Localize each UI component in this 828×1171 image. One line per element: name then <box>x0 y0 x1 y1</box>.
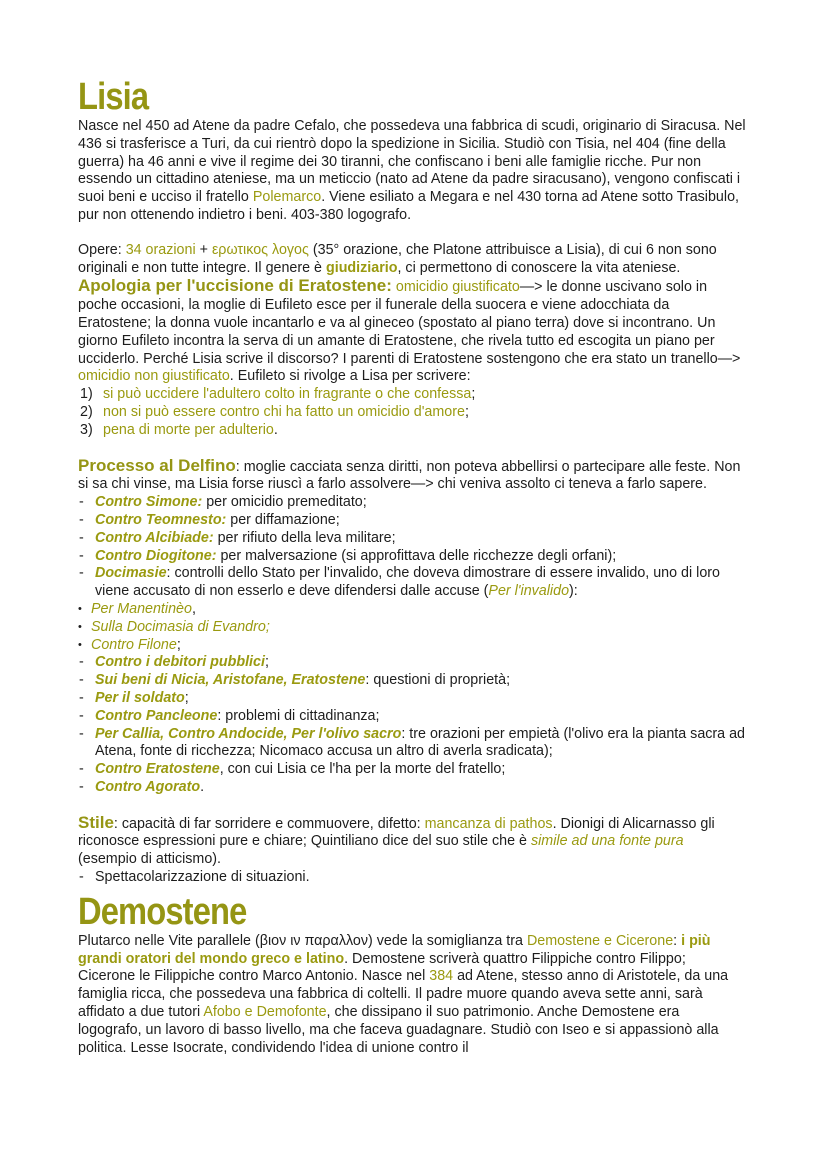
orazioni-highlight: 34 orazioni <box>125 241 196 258</box>
list-item: - Docimasie: controlli dello Stato per l'invalido, che doveva dimostrare di essere invalido, uno di loro viene accusato di non esserlo e deve difendersi dalle accuse (Per l'invalido): <box>78 565 746 601</box>
list-item: 3) pena di morte per adulterio. <box>80 421 278 438</box>
apologia-points <box>78 386 746 439</box>
list-item: • Sulla Docimasia di Evandro; <box>78 619 746 637</box>
demostene-intro: Plutarco nelle Vite parallele (βιον ιν παραλλον) vede la somiglianza tra Demostene e Cicerone: i più grandi oratori del mondo greco e latino. Demostene scriverà quattro Filippiche contro Filippo; Cicerone le Filippiche contro Marco Antonio. Nasce nel 384 ad Atene, stesso anno di Aristotele, da una famiglia ricca, che possedeva una fabbrica di coltelli. Il padre muore quando aveva sette anni, sarà affidato a due tutori Afobo e Demofonte, che dissipano il suo patrimonio. Anche Demostene era logografo, un lavoro di basso livello, ma che faceva guadagnare. Studiò con Iseo e si appassionò alla politica. Lesse Isocrate, condividendo l'idea di unione contro il <box>78 932 729 1056</box>
orazioni-list-continued <box>78 654 746 796</box>
lisia-title: Lisia <box>78 76 149 118</box>
list-item: - Contro Agorato. <box>78 779 746 797</box>
orazioni-list <box>78 494 746 601</box>
list-item: - Contro Teomnesto: per diffamazione; <box>78 512 746 530</box>
list-item: • Contro Filone; <box>78 637 746 655</box>
list-item: - Spettacolarizzazione di situazioni. <box>78 869 746 887</box>
stile-heading: Stile <box>78 812 114 832</box>
apologia-paragraph: Apologia per l'uccisione di Eratostene: omicidio giustificato—> le donne uscivano solo in poche occasioni, la moglie di Eufileto esce per il funerale della suocera e viene adocchiata da Eratostene; la donna vuole incantarlo e va al gineceo (spostato al piano terra) dove si incontrano. Un giorno Eufileto incontra la serva di un amante di Eratostene, che rivela tutto ed escogita un piano per ucciderlo. Perché Lisia scrive il discorso? I parenti di Eratostene sostengono che era stato un tranello—> omicidio non giustificato. Eufileto si rivolge a Lisa per scrivere: <box>78 276 741 385</box>
list-item: - Sui beni di Nicia, Aristofane, Eratostene: questioni di proprietà; <box>78 672 746 690</box>
list-item: - Per Callia, Contro Andocide, Per l'olivo sacro: tre orazioni per empietà (l'olivo era la pianta sacra ad Atena, fonte di ricchezza; Nicomaco accusa un altro di averla sradicata); <box>78 726 746 762</box>
document-page <box>78 76 746 1057</box>
list-item: - Contro Alcibiade: per rifiuto della leva militare; <box>78 530 746 548</box>
stile-paragraph: Stile: capacità di far sorridere e commuovere, difetto: mancanza di pathos. Dionigi di Alicarnasso gli riconosce espressioni pure e chiare; Quintiliano dice del suo stile che è simile ad una fonte pura (esempio di atticismo). <box>78 812 715 868</box>
list-item: 1) si può uccidere l'adultero colto in fragrante o che confessa; <box>80 386 476 403</box>
list-item: - Per il soldato; <box>78 690 746 708</box>
list-item: - Contro Pancleone: problemi di cittadinanza; <box>78 708 746 726</box>
demostene-title: Demostene <box>78 890 247 933</box>
lisia-opere: Opere: 34 orazioni + ερωτικος λογος (35° orazione, che Platone attribuisce a Lisia), di cui 6 non sono originali e non tutte integre. Il genere è giudiziario, ci permettono di conoscere la vita ateniese. <box>78 241 717 276</box>
list-item: - Contro Eratostene, con cui Lisia ce l'ha per la morte del fratello; <box>78 761 746 779</box>
list-item: - Contro Simone: per omicidio premeditato; <box>78 494 746 512</box>
list-item: 2) non si può essere contro chi ha fatto un omicidio d'amore; <box>80 403 469 420</box>
stile-list <box>78 869 746 887</box>
processo-heading: Processo al Delfino <box>78 455 236 475</box>
greek-highlight: ερωτικος λογος <box>211 241 309 258</box>
list-item: - Contro Diogitone: per malversazione (si approfittava delle ricchezze degli orfani); <box>78 548 746 566</box>
apologia-heading: Apologia per l'uccisione di Eratostene: <box>78 276 392 296</box>
processo-paragraph: Processo al Delfino: moglie cacciata senza diritti, non poteva abbellirsi o partecipare alle feste. Non si sa chi vinse, ma Lisia forse riuscì a farlo assolvere—> chi veniva assolto ci teneva a farlo sapere. <box>78 455 741 493</box>
docimasie-sublist <box>78 601 746 654</box>
list-item: - Contro i debitori pubblici; <box>78 654 746 672</box>
list-item: • Per Manentinèo, <box>78 601 746 619</box>
lisia-intro: Nasce nel 450 ad Atene da padre Cefalo, che possedeva una fabbrica di scudi, originario di Siracusa. Nel 436 si trasferisce a Turi, da cui rientrò dopo la spedizione in Sicilia. Studiò con Tisia, nel 404 (fine della guerra) ha 46 anni e vive il regime dei 30 tiranni, che confiscano i beni alle famiglie ricche. Pur non essendo un cittadino ateniese, ma un meticcio (nato ad Atene da padre siracusano), vengono confiscati i suoi beni e ucciso il fratello Polemarco. Viene esiliato a Megara e nel 430 torna ad Atene sotto Trasibulo, pur non ottenendo indietro i beni. 403-380 logografo. <box>78 118 746 223</box>
genere-highlight: giudiziario <box>325 259 398 276</box>
polemarco-link: Polemarco <box>252 189 322 206</box>
